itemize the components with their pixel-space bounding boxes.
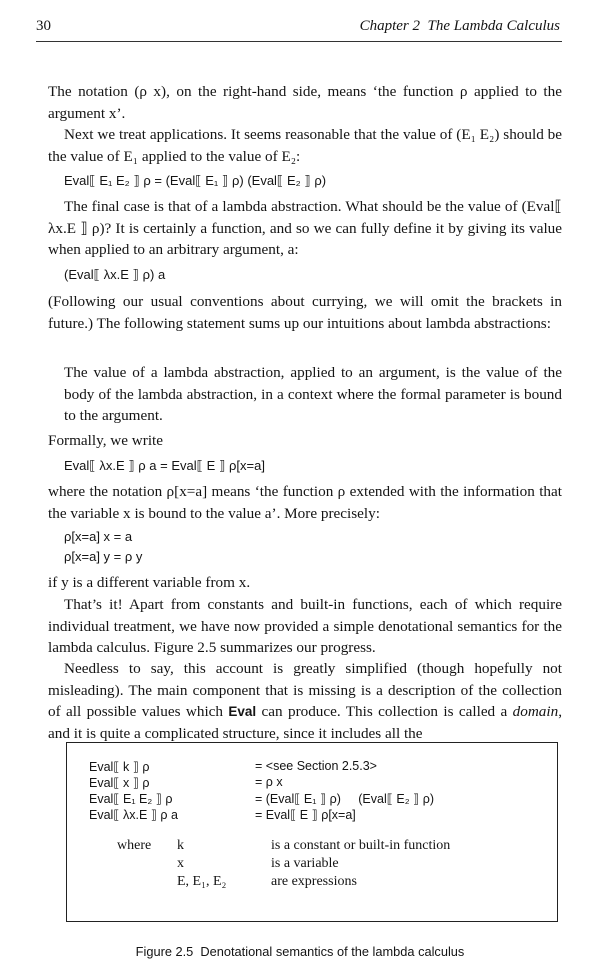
figure-lhs-constant: Eval⟦ k ⟧ ρ bbox=[89, 760, 150, 774]
figure-where-symbol-x: x bbox=[177, 856, 184, 871]
running-title: Chapter 2 The Lambda Calculus bbox=[359, 18, 560, 34]
paragraph-4: (Following our usual conventions about currying, we will omit the brackets in future.) The following statement sums up our intuitions about lambda abstractions: bbox=[48, 293, 562, 332]
block-quote: The value of a lambda abstraction, applied to an argument, is the value of the body of the lambda abstraction, in a context where the formal parameter is bound to the argument. bbox=[64, 364, 562, 424]
domain-term: domain bbox=[512, 703, 559, 720]
figure-caption: Figure 2.5 Denotational semantics of the lambda calculus bbox=[135, 944, 465, 959]
equation-env-y: ρ[x=a] y = ρ y bbox=[64, 549, 143, 564]
paragraph-9-text-b: can produce. This collection is called a bbox=[256, 703, 513, 720]
paragraph-8: That’s it! Apart from constants and built-in functions, each of which require individual treatment, we have now provided a simple denotational semantics for the lambda calculus. Figure 2.5 summarizes our progress. bbox=[48, 596, 562, 656]
paragraph-6: where the notation ρ[x=a] means ‘the function ρ extended with the information that the variable x is bound to the value a’. More precisely: bbox=[48, 483, 562, 522]
paragraph-9-text-a: Needless to say, this account is greatly simplified (though hopefully not misleading). The main component that is missing is a description of the collection of all possible values which bbox=[48, 660, 562, 720]
figure-box bbox=[66, 742, 558, 922]
header-rule bbox=[36, 41, 562, 42]
equation-eval-lambda: Eval⟦ λx.E ⟧ ρ a = Eval⟦ E ⟧ ρ[x=a] bbox=[64, 458, 265, 473]
figure-where-desc-e: are expressions bbox=[271, 874, 357, 889]
paragraph-1: The notation (ρ x), on the right-hand side, means ‘the function ρ applied to the argument x’. bbox=[48, 83, 562, 122]
figure-lhs-application: Eval⟦ E₁ E₂ ⟧ ρ bbox=[89, 792, 173, 806]
figure-rhs-variable: = ρ x bbox=[255, 775, 283, 789]
figure-where-symbol-k: k bbox=[177, 838, 184, 853]
equation-application: Eval⟦ E₁ E₂ ⟧ ρ = (Eval⟦ E₁ ⟧ ρ) (Eval⟦ E₂ ⟧ ρ) bbox=[64, 173, 327, 188]
figure-lhs-variable: Eval⟦ x ⟧ ρ bbox=[89, 776, 150, 790]
figure-rhs-constant: = <see Section 2.5.3> bbox=[255, 759, 377, 773]
paragraph-5: Formally, we write bbox=[48, 432, 164, 449]
equation-env-x: ρ[x=a] x = a bbox=[64, 529, 133, 544]
paragraph-3: The final case is that of a lambda abstraction. What should be the value of (Eval⟦ λx.E ⟧ ρ)? It is certainly a function, and so we can fully define it by giving its value when applied to an arbitrary argument, a: bbox=[48, 198, 562, 258]
paragraph-7: if y is a different variable from x. bbox=[48, 574, 251, 591]
page-number: 30 bbox=[36, 18, 51, 34]
equation-abstraction-applied: (Eval⟦ λx.E ⟧ ρ) a bbox=[64, 267, 166, 282]
figure-where-desc-x: is a variable bbox=[271, 856, 339, 871]
figure-rhs-abstraction: = Eval⟦ E ⟧ ρ[x=a] bbox=[255, 808, 356, 822]
paragraph-9 bbox=[48, 658, 562, 744]
eval-keyword: Eval bbox=[228, 704, 257, 719]
figure-where-desc-k: is a constant or built-in function bbox=[271, 838, 451, 853]
figure-where-label: where bbox=[117, 838, 152, 853]
paragraph-9-text-c: , and it is quite a complicated structure, since it includes all the bbox=[48, 703, 562, 742]
figure-rhs-application: = (Eval⟦ E₁ ⟧ ρ) (Eval⟦ E₂ ⟧ ρ) bbox=[255, 792, 434, 806]
figure-where-symbol-e: E, E₁, E₂ bbox=[177, 874, 227, 889]
figure-lhs-abstraction: Eval⟦ λx.E ⟧ ρ a bbox=[89, 808, 178, 822]
paragraph-2: Next we treat applications. It seems reasonable that the value of (E₁ E₂) should be the value of E₁ applied to the value of E₂: bbox=[48, 126, 562, 165]
